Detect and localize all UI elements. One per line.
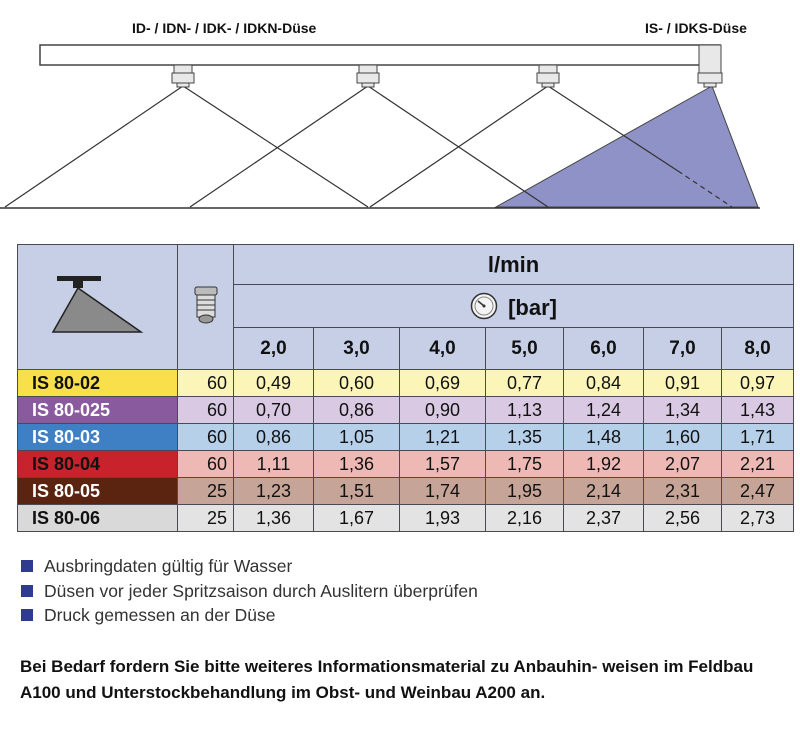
table-row — [18, 397, 794, 424]
pressure-value: 7,0 — [644, 328, 722, 370]
nozzle-type-cell: IS 80-02 — [18, 370, 178, 397]
boom-bar — [40, 45, 720, 65]
unit-header: l/min — [234, 245, 794, 285]
table-row — [18, 370, 794, 397]
flow-rate-cell: 0,70 — [234, 397, 314, 424]
info-footer: Bei Bedarf fordern Sie bitte weiteres Informationsmaterial zu Anbauhin- weisen im Feldbau A100 und Unterstockbehandlung im Obst- und Weinbau A200 an. — [20, 657, 754, 702]
note-item: Ausbringdaten gültig für Wasser — [20, 554, 478, 579]
flow-rate-cell: 2,16 — [486, 505, 564, 532]
spray-pattern-icon-cell — [18, 245, 178, 370]
quantity-cell: 60 — [178, 370, 234, 397]
flow-rate-cell: 1,71 — [722, 424, 794, 451]
flow-rate-cell: 0,60 — [314, 370, 400, 397]
table-row — [18, 505, 794, 532]
pressure-value: 8,0 — [722, 328, 794, 370]
flow-rate-cell: 1,21 — [400, 424, 486, 451]
flow-rate-cell: 1,23 — [234, 478, 314, 505]
flow-rate-cell: 2,14 — [564, 478, 644, 505]
flow-rate-cell: 0,90 — [400, 397, 486, 424]
pressure-header — [234, 285, 794, 328]
quantity-cell: 25 — [178, 505, 234, 532]
flow-rate-cell: 2,21 — [722, 451, 794, 478]
flow-rate-cell: 2,31 — [644, 478, 722, 505]
quantity-cell: 60 — [178, 397, 234, 424]
pressure-value: 4,0 — [400, 328, 486, 370]
nozzle-type-cell: IS 80-05 — [18, 478, 178, 505]
nozzle-type-cell: IS 80-04 — [18, 451, 178, 478]
flow-rate-cell: 0,77 — [486, 370, 564, 397]
flow-rate-cell: 1,11 — [234, 451, 314, 478]
table-row — [18, 478, 794, 505]
pressure-unit-label: [bar] — [508, 294, 557, 320]
pressure-gauge-icon — [470, 292, 498, 320]
flow-rate-cell: 1,60 — [644, 424, 722, 451]
flow-rate-cell: 1,05 — [314, 424, 400, 451]
flow-rate-cell: 1,35 — [486, 424, 564, 451]
flow-rate-cell: 2,73 — [722, 505, 794, 532]
flow-rate-cell: 1,36 — [314, 451, 400, 478]
flow-rate-cell: 1,74 — [400, 478, 486, 505]
flow-rate-cell: 1,93 — [400, 505, 486, 532]
quantity-cell: 25 — [178, 478, 234, 505]
flow-rate-cell: 2,47 — [722, 478, 794, 505]
note-item: Druck gemessen an der Düse — [20, 603, 478, 628]
pressure-value: 3,0 — [314, 328, 400, 370]
flow-rate-cell: 1,13 — [486, 397, 564, 424]
flow-rate-cell: 1,57 — [400, 451, 486, 478]
flow-rate-cell: 1,95 — [486, 478, 564, 505]
flow-rate-cell: 1,51 — [314, 478, 400, 505]
flow-rate-cell: 2,56 — [644, 505, 722, 532]
nozzle-type-cell: IS 80-025 — [18, 397, 178, 424]
table-row — [18, 424, 794, 451]
flow-rate-cell: 1,75 — [486, 451, 564, 478]
flow-rate-cell: 0,69 — [400, 370, 486, 397]
flow-rate-cell: 1,24 — [564, 397, 644, 424]
nozzle-type-cell: IS 80-06 — [18, 505, 178, 532]
flow-rate-cell: 0,49 — [234, 370, 314, 397]
flow-rate-cell: 0,97 — [722, 370, 794, 397]
flow-rate-cell: 1,34 — [644, 397, 722, 424]
flow-rate-cell: 0,91 — [644, 370, 722, 397]
nozzle-type-cell: IS 80-03 — [18, 424, 178, 451]
flow-rate-cell: 0,84 — [564, 370, 644, 397]
table-row — [18, 451, 794, 478]
flow-rate-cell: 2,37 — [564, 505, 644, 532]
edge-nozzle-label: IS- / IDKS-Düse — [645, 20, 747, 36]
flow-rate-cell: 1,36 — [234, 505, 314, 532]
pressure-value: 5,0 — [486, 328, 564, 370]
spray-pattern-icon — [43, 270, 153, 340]
notes-list — [20, 554, 478, 628]
flow-rate-table — [17, 244, 794, 532]
standard-nozzle-label: ID- / IDN- / IDK- / IDKN-Düse — [132, 20, 317, 36]
flow-rate-cell: 1,43 — [722, 397, 794, 424]
pressure-value: 2,0 — [234, 328, 314, 370]
quantity-cell: 60 — [178, 451, 234, 478]
quantity-cell: 60 — [178, 424, 234, 451]
flow-rate-cell: 0,86 — [234, 424, 314, 451]
nozzle-quantity-icon — [193, 285, 219, 325]
package-quantity-icon-cell — [178, 245, 234, 370]
flow-rate-cell: 1,92 — [564, 451, 644, 478]
is-nozzle-spray-fan — [496, 86, 758, 207]
flow-rate-cell: 2,07 — [644, 451, 722, 478]
flow-rate-cell: 1,67 — [314, 505, 400, 532]
spray-diagram — [0, 0, 800, 215]
flow-rate-cell: 0,86 — [314, 397, 400, 424]
pressure-value: 6,0 — [564, 328, 644, 370]
note-item: Düsen vor jeder Spritzsaison durch Auslitern überprüfen — [20, 579, 478, 604]
flow-rate-cell: 1,48 — [564, 424, 644, 451]
